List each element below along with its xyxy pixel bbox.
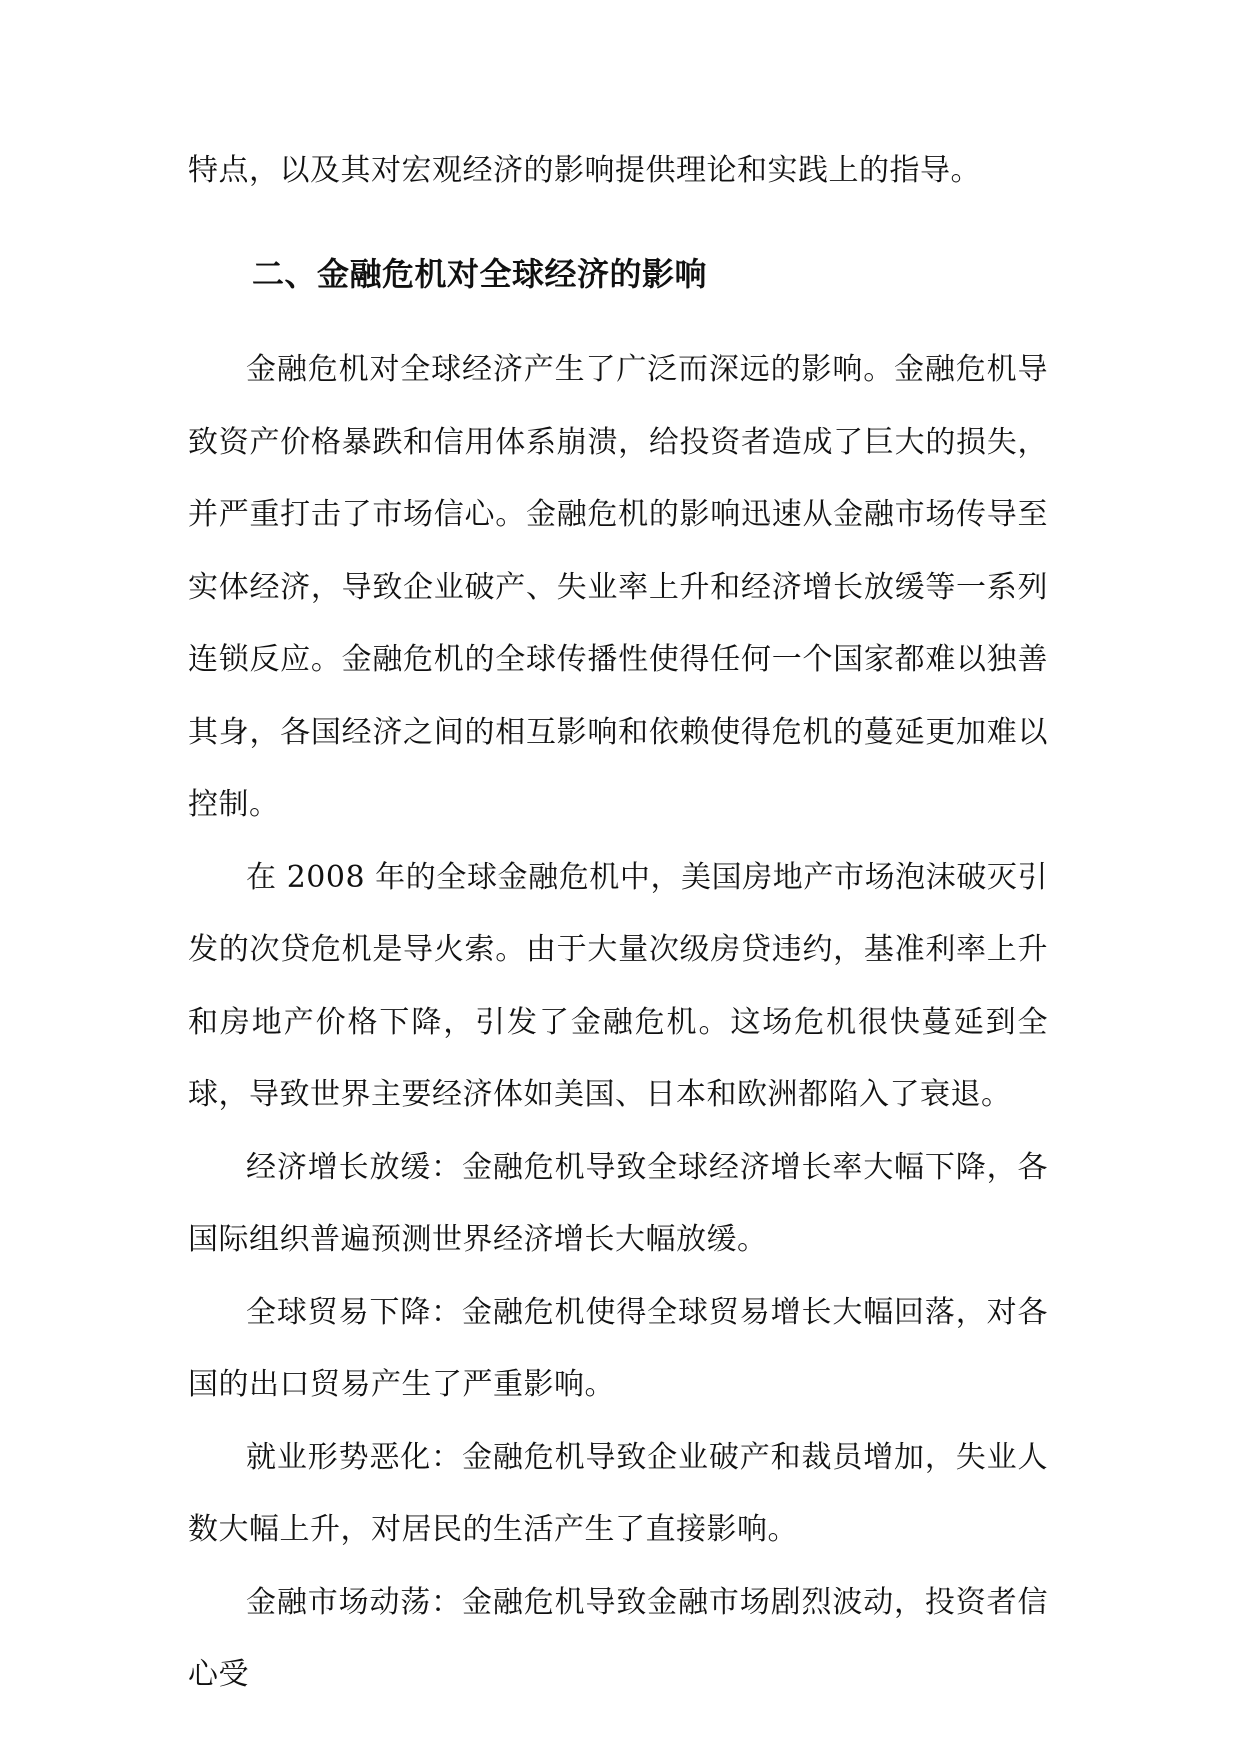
paragraph-growth-slowdown: 经济增长放缓：金融危机导致全球经济增长率大幅下降，各国际组织普遍预测世界经济增长大幅放缓。	[188, 1149, 1048, 1257]
paragraph-market-turmoil: 金融市场动荡：金融危机导致金融市场剧烈波动，投资者信心受	[188, 1584, 1048, 1692]
section-heading: 二、金融危机对全球经济的影响	[252, 255, 708, 293]
paragraph-employment: 就业形势恶化：金融危机导致企业破产和裁员增加，失业人数大幅上升，对居民的生活产生了直接影响。	[188, 1439, 1048, 1547]
lead-paragraph: 特点，以及其对宏观经济的影响提供理论和实践上的指导。	[188, 153, 981, 188]
paragraph-2008-crisis: 在 2008 年的全球金融危机中，美国房地产市场泡沫破灭引发的次贷危机是导火索。由于大量次级房贷违约，基准利率上升和房地产价格下降，引发了金融危机。这场危机很快蔓延到全球，导致世界主要经济体如美国、日本和欧洲都陷入了衰退。	[188, 859, 1048, 1112]
paragraph-global-impact: 金融危机对全球经济产生了广泛而深远的影响。金融危机导致资产价格暴跌和信用体系崩溃，给投资者造成了巨大的损失，并严重打击了市场信心。金融危机的影响迅速从金融市场传导至实体经济，导致企业破产、失业率上升和经济增长放缓等一系列连锁反应。金融危机的全球传播性使得任何一个国家都难以独善其身，各国经济之间的相互影响和依赖使得危机的蔓延更加难以控制。	[188, 352, 1048, 822]
paragraph-trade-decline: 全球贸易下降：金融危机使得全球贸易增长大幅回落，对各国的出口贸易产生了严重影响。	[188, 1294, 1048, 1402]
page-content	[188, 140, 1048, 1712]
section-body	[188, 334, 1048, 1712]
